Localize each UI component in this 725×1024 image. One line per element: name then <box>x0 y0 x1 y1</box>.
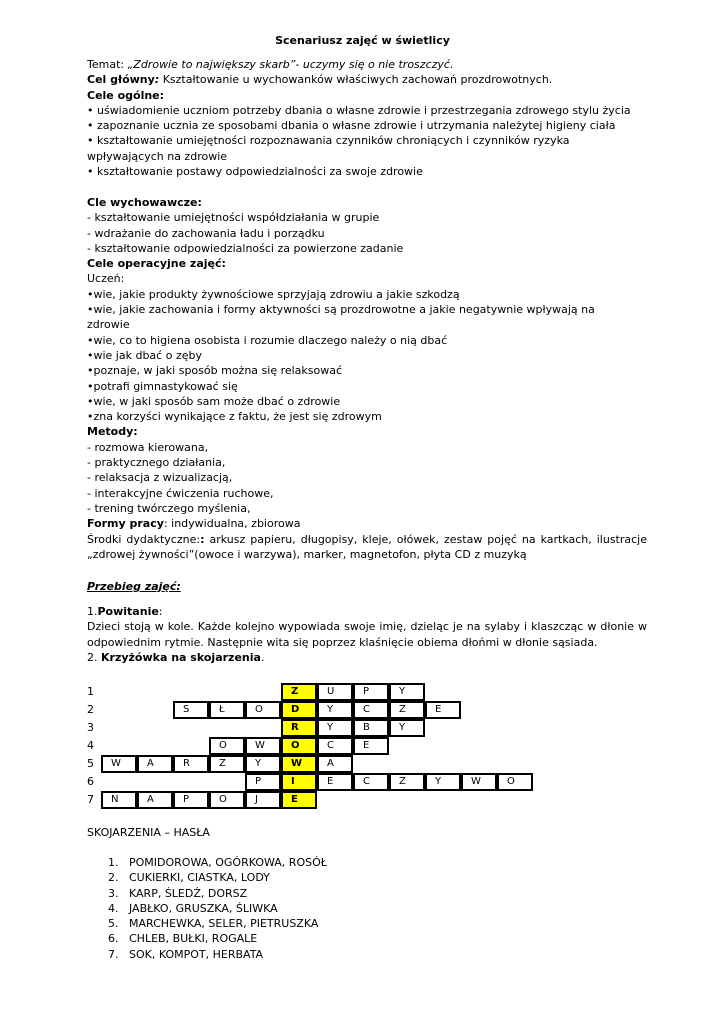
course-section <box>87 579 647 594</box>
step1-colon: : <box>158 605 163 618</box>
step1-text: Dzieci stoją w kole. Każde kolejno wypowiada swoje imię, dzieląc je na sylaby i klaszcząc w dłonie w odpowiednim rytmie. Następnie wita się poprzez klaśnięcie obiema dłońmi w dłonie sąsiada. <box>87 620 647 649</box>
method-item: - praktycznego działania, <box>87 456 226 470</box>
association-item <box>108 901 327 916</box>
crossword-cell: Z <box>389 773 425 791</box>
crossword-cell: Y <box>317 701 353 719</box>
association-item <box>108 916 327 931</box>
course-heading: Przebieg zajęć: <box>87 580 181 593</box>
educational-goal-item: - kształtowanie odpowiedzialności za powierzone zadanie <box>87 241 404 255</box>
means-text: arkusz papieru, długopisy, kleje, ołówek, zestaw pojęć na kartkach, ilustracje „zdrowej żywności”(owoce i warzywa), marker, magnetofon, płyta CD z muzyką <box>87 532 648 561</box>
steps-section <box>87 604 647 665</box>
crossword-cell: S <box>173 701 209 719</box>
crossword-cell: Y <box>317 719 353 737</box>
step2-number: 2. <box>87 650 101 664</box>
general-goal-item: • kształtowanie umiejętności rozpoznawania czynników chroniących i czynników ryzyka <box>87 134 570 148</box>
crossword-cell: A <box>137 755 173 773</box>
association-text: CUKIERKI, CIASTKA, LODY <box>129 871 270 885</box>
operational-goal-item: •poznaje, w jaki sposób można się relaksować <box>87 364 343 378</box>
topic-text: „Zdrowie to największy skarb”- uczymy się o nie troszczyć. <box>127 58 454 71</box>
goals-section <box>87 195 647 562</box>
operational-goal-item: •wie, jakie produkty żywnościowe sprzyjają zdrowiu a jakie szkodzą <box>87 287 460 301</box>
step2-line <box>87 650 647 665</box>
operational-goal-item: •zna korzyści wynikające z faktu, że jest się zdrowym <box>87 410 382 424</box>
general-goal-item: • zapoznanie ucznia ze sposobami dbania o własne zdrowie i utrzymania należytej higieny ciała <box>87 119 616 133</box>
topic-line <box>87 57 647 72</box>
crossword-cell: O <box>245 701 281 719</box>
crossword-row-number: 3 <box>87 721 94 734</box>
crossword-key-cell: D <box>281 701 317 719</box>
general-goal-item: • kształtowanie postawy odpowiedzialności za swoje zdrowie <box>87 165 423 179</box>
crossword-key-cell: W <box>281 755 317 773</box>
operational-goals-heading: Cele operacyjne zajęć: <box>87 257 226 271</box>
crossword-cell: C <box>353 773 389 791</box>
crossword-cell: Y <box>389 719 425 737</box>
crossword-cell: P <box>353 683 389 701</box>
association-number: 2. <box>108 871 119 885</box>
operational-goal-item: zdrowie <box>87 318 130 332</box>
crossword-cell: W <box>461 773 497 791</box>
crossword-row-number: 6 <box>87 775 94 788</box>
association-text: SOK, KOMPOT, HERBATA <box>129 947 264 961</box>
educational-goals-heading: Cle wychowawcze: <box>87 196 202 209</box>
association-item <box>108 947 327 962</box>
association-text: JABŁKO, GRUSZKA, ŚLIWKA <box>129 901 278 915</box>
step2-dot: . <box>260 650 265 664</box>
forms-line <box>87 516 647 531</box>
association-text: KARP, ŚLEDŹ, DORSZ <box>129 886 248 900</box>
means-paragraph <box>87 532 647 563</box>
crossword-row-number: 5 <box>87 757 94 770</box>
association-item <box>108 931 327 946</box>
operational-goal-item: •wie jak dbać o zęby <box>87 348 202 362</box>
association-text: POMIDOROWA, OGÓRKOWA, ROSÓŁ <box>129 856 327 869</box>
crossword-key-cell: Z <box>281 683 317 701</box>
main-goal-text: Kształtowanie u wychowanków właściwych zachowań prozdrowotnych. <box>159 73 553 87</box>
crossword-cell: N <box>101 791 137 809</box>
general-goal-item: wpływających na zdrowie <box>87 149 228 163</box>
crossword-cell: Z <box>209 755 245 773</box>
crossword-cell: E <box>353 737 389 755</box>
topic-label: Temat: <box>87 58 128 71</box>
operational-goal-item: •potrafi gimnastykować się <box>87 379 238 393</box>
forms-label: Formy pracy <box>87 517 164 531</box>
association-number: 6. <box>108 932 119 946</box>
crossword-key-cell: O <box>281 737 317 755</box>
general-goals-heading: Cele ogólne: <box>87 88 165 102</box>
method-item: - trening twórczego myślenia, <box>87 501 251 515</box>
associations-heading-block <box>87 825 647 840</box>
step1-line <box>87 604 647 619</box>
crossword-row-number: 4 <box>87 739 94 752</box>
student-label: Uczeń: <box>87 272 125 286</box>
crossword-cell: W <box>101 755 137 773</box>
operational-goal-item: •wie, w jaki sposób sam może dbać o zdrowie <box>87 394 341 408</box>
method-item: - rozmowa kierowana, <box>87 440 209 454</box>
crossword-cell: J <box>245 791 281 809</box>
crossword-key-cell: E <box>281 791 317 809</box>
association-text: CHLEB, BUŁKI, ROGALE <box>129 932 258 946</box>
crossword-row-number: 2 <box>87 703 94 716</box>
crossword-cell: C <box>353 701 389 719</box>
association-item <box>108 870 327 885</box>
crossword-cell: O <box>209 791 245 809</box>
educational-goal-item: - kształtowanie umiejętności współdziałania w grupie <box>87 211 380 225</box>
crossword-cell: A <box>317 755 353 773</box>
crossword-cell: W <box>245 737 281 755</box>
crossword-cell: U <box>317 683 353 701</box>
association-number: 3. <box>108 886 119 900</box>
method-item: - interakcyjne ćwiczenia ruchowe, <box>87 486 274 500</box>
association-number: 7. <box>108 947 119 961</box>
step2-label: Krzyżówka na skojarzenia <box>101 650 261 664</box>
crossword-cell: Y <box>245 755 281 773</box>
crossword-cell: A <box>137 791 173 809</box>
crossword-cell: Y <box>425 773 461 791</box>
means-label: Środki dydaktyczne: <box>87 532 201 546</box>
crossword-row-number: 7 <box>87 793 94 806</box>
association-number: 1. <box>108 856 119 869</box>
crossword-row-number: 1 <box>87 685 94 698</box>
crossword-cell: B <box>353 719 389 737</box>
crossword-cell: O <box>497 773 533 791</box>
association-item <box>108 855 327 870</box>
crossword-cell: R <box>173 755 209 773</box>
crossword-cell: Z <box>389 701 425 719</box>
forms-text: : indywidualna, zbiorowa <box>163 517 301 531</box>
association-number: 4. <box>108 901 119 915</box>
association-number: 5. <box>108 917 119 931</box>
step1-label: Powitanie <box>97 605 159 618</box>
crossword-cell: Y <box>389 683 425 701</box>
educational-goal-item: - wdrażanie do zachowania ładu i porządku <box>87 226 325 240</box>
crossword-cell: E <box>317 773 353 791</box>
means-colon: : <box>200 532 205 546</box>
method-item: - relaksacja z wizualizacją, <box>87 471 233 485</box>
crossword-cell: C <box>317 737 353 755</box>
operational-goal-item: •wie, co to higiena osobista i rozumie dlaczego należy o nią dbać <box>87 333 448 347</box>
associations-heading: SKOJARZENIA – HASŁA <box>87 826 210 839</box>
association-item <box>108 886 327 901</box>
main-goal-label: Cel główny <box>87 73 155 87</box>
crossword-cell: P <box>173 791 209 809</box>
general-goal-item: • uświadomienie uczniom potrzeby dbania o własne zdrowie i przestrzegania zdrowego stylu życia <box>87 103 631 117</box>
associations-list <box>108 855 327 962</box>
operational-goal-item: •wie, jakie zachowania i formy aktywności są prozdrowotne a jakie negatywnie wpływają na <box>87 303 595 317</box>
step1-number: 1. <box>87 605 98 618</box>
crossword-cell: Ł <box>209 701 245 719</box>
intro-section <box>87 57 647 179</box>
main-goal-line <box>87 72 647 87</box>
crossword-key-cell: R <box>281 719 317 737</box>
crossword-cell: O <box>209 737 245 755</box>
methods-heading: Metody: <box>87 425 138 439</box>
association-text: MARCHEWKA, SELER, PIETRUSZKA <box>129 917 319 931</box>
crossword-key-cell: I <box>281 773 317 791</box>
crossword-cell: E <box>425 701 461 719</box>
main-goal-colon: : <box>154 73 160 87</box>
page-title: Scenariusz zajęć w świetlicy <box>275 34 450 47</box>
crossword-cell: P <box>245 773 281 791</box>
